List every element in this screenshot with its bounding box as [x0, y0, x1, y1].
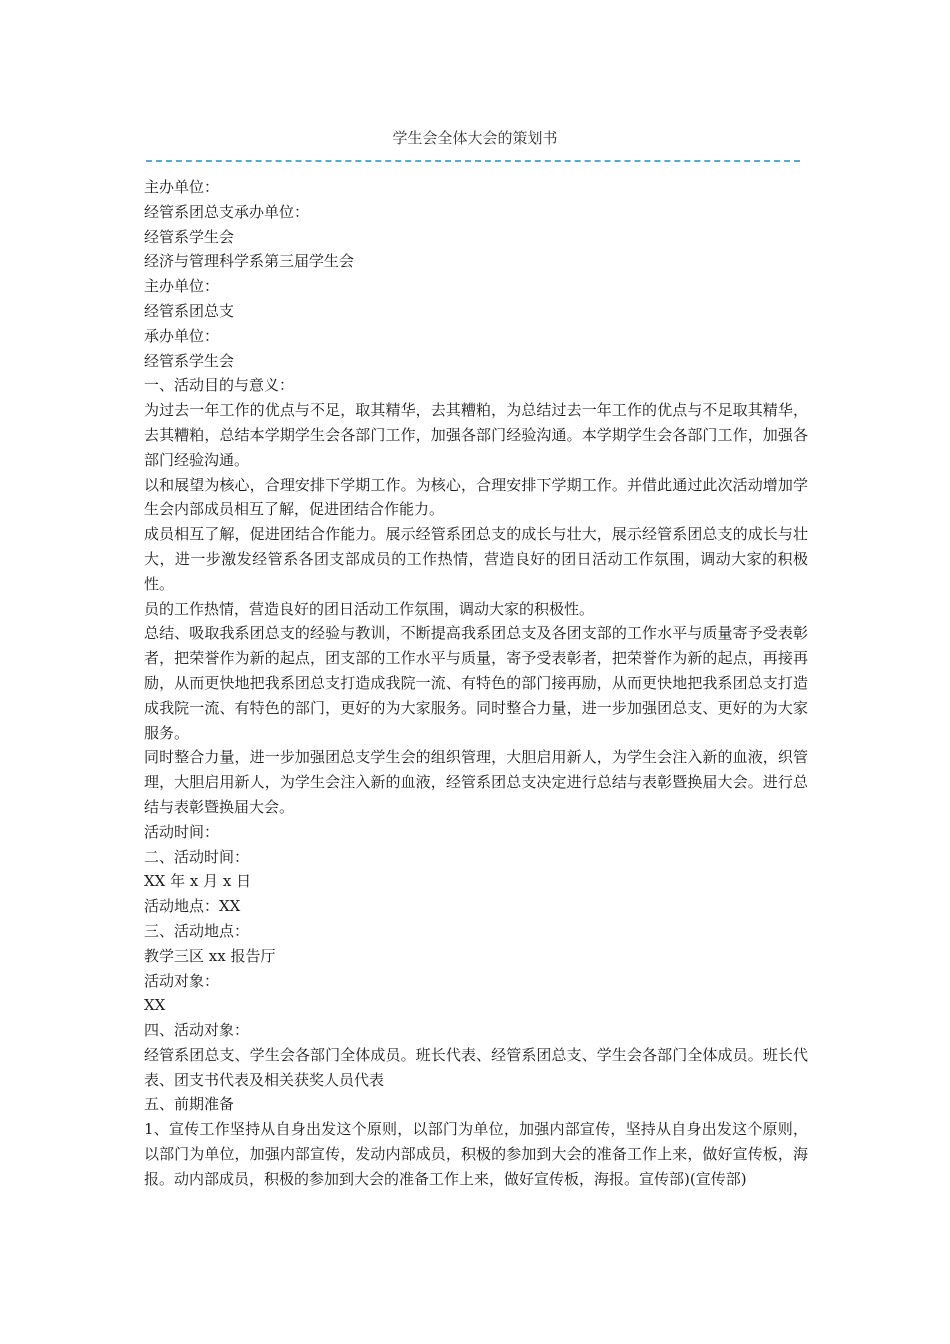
paragraph: 为过去一年工作的优点与不足，取其精华，去其糟粕，为总结过去一年工作的优点与不足取其精华，去其糟粕，总结本学期学生会各部门工作，加强各部门经验沟通。本学期学生会各部门工作，加强各部门经验沟通。 — [144, 401, 808, 469]
section-heading: 二、活动时间： — [144, 847, 250, 866]
paragraph: 以和展望为核心，合理安排下学期工作。为核心，合理安排下学期工作。并借此通过此次活动增加学生会内部成员相互了解，促进团结合作能力。 — [144, 475, 808, 519]
paragraph: 经管系学生会 — [144, 227, 235, 246]
paragraph: 活动地点：XX — [144, 897, 241, 916]
document-body — [144, 175, 808, 1192]
paragraph: 经管系团总支承办单位： — [144, 202, 310, 221]
paragraph: 经管系学生会 — [144, 351, 235, 370]
title-divider — [146, 160, 800, 162]
paragraph: 教学三区 xx 报告厅 — [144, 946, 276, 965]
paragraph: 同时整合力量，进一步加强团总支学生会的组织管理，大胆启用新人，为学生会注入新的血液，织管理，大胆启用新人，为学生会注入新的血液，经管系团总支决定进行总结与表彰暨换届大会。进行总结与表彰暨换届大会。 — [144, 748, 808, 816]
paragraph: XX — [144, 996, 166, 1015]
paragraph: 经管系团总支、学生会各部门全体成员。班长代表、经管系团总支、学生会各部门全体成员。班长代表、团支书代表及相关获奖人员代表 — [144, 1045, 808, 1089]
section-heading: 一、活动目的与意义： — [144, 376, 295, 395]
paragraph: 活动时间： — [144, 822, 220, 841]
paragraph: 主办单位： — [144, 277, 220, 296]
paragraph: 承办单位： — [144, 326, 220, 345]
paragraph: 活动对象： — [144, 971, 220, 990]
section-heading: 三、活动地点： — [144, 921, 250, 940]
paragraph: XX 年 x 月 x 日 — [144, 872, 252, 891]
paragraph: 经管系团总支 — [144, 301, 235, 320]
paragraph: 主办单位： — [144, 178, 220, 196]
section-heading: 四、活动对象： — [144, 1021, 250, 1040]
section-heading: 五、前期准备 — [144, 1095, 235, 1114]
paragraph: 1、宣传工作坚持从自身出发这个原则，以部门为单位，加强内部宣传，坚持从自身出发这个原则，以部门为单位，加强内部宣传，发动内部成员，积极的参加到大会的准备工作上来，做好宣传板，海报。动内部成员，积极的参加到大会的准备工作上来，做好宣传板，海报。宣传部)(宣传部) — [144, 1120, 808, 1188]
paragraph: 成员相互了解，促进团结合作能力。展示经管系团总支的成长与壮大，展示经管系团总支的成长与壮大，进一步激发经管系各团支部成员的工作热情，营造良好的团日活动工作氛围，调动大家的积极性。 — [144, 525, 808, 593]
paragraph: 经济与管理科学系第三届学生会 — [144, 252, 355, 271]
document-title: 学生会全体大会的策划书 — [392, 129, 558, 147]
paragraph: 员的工作热情，营造良好的团日活动工作氛围，调动大家的积极性。 — [144, 599, 595, 618]
paragraph: 总结、吸取我系团总支的经验与教训，不断提高我系团总支及各团支部的工作水平与质量寄予受表彰者，把荣誉作为新的起点，团支部的工作水平与质量，寄予受表彰者，把荣誉作为新的起点，再接再励，从而更快地把我系团总支打造成我院一流、有特色的部门接再励，从而更快地把我系团总支打造成我院一流、有特色的部门，更好的为大家服务。同时整合力量，进一步加强团总支、更好的为大家服务。 — [144, 624, 808, 742]
